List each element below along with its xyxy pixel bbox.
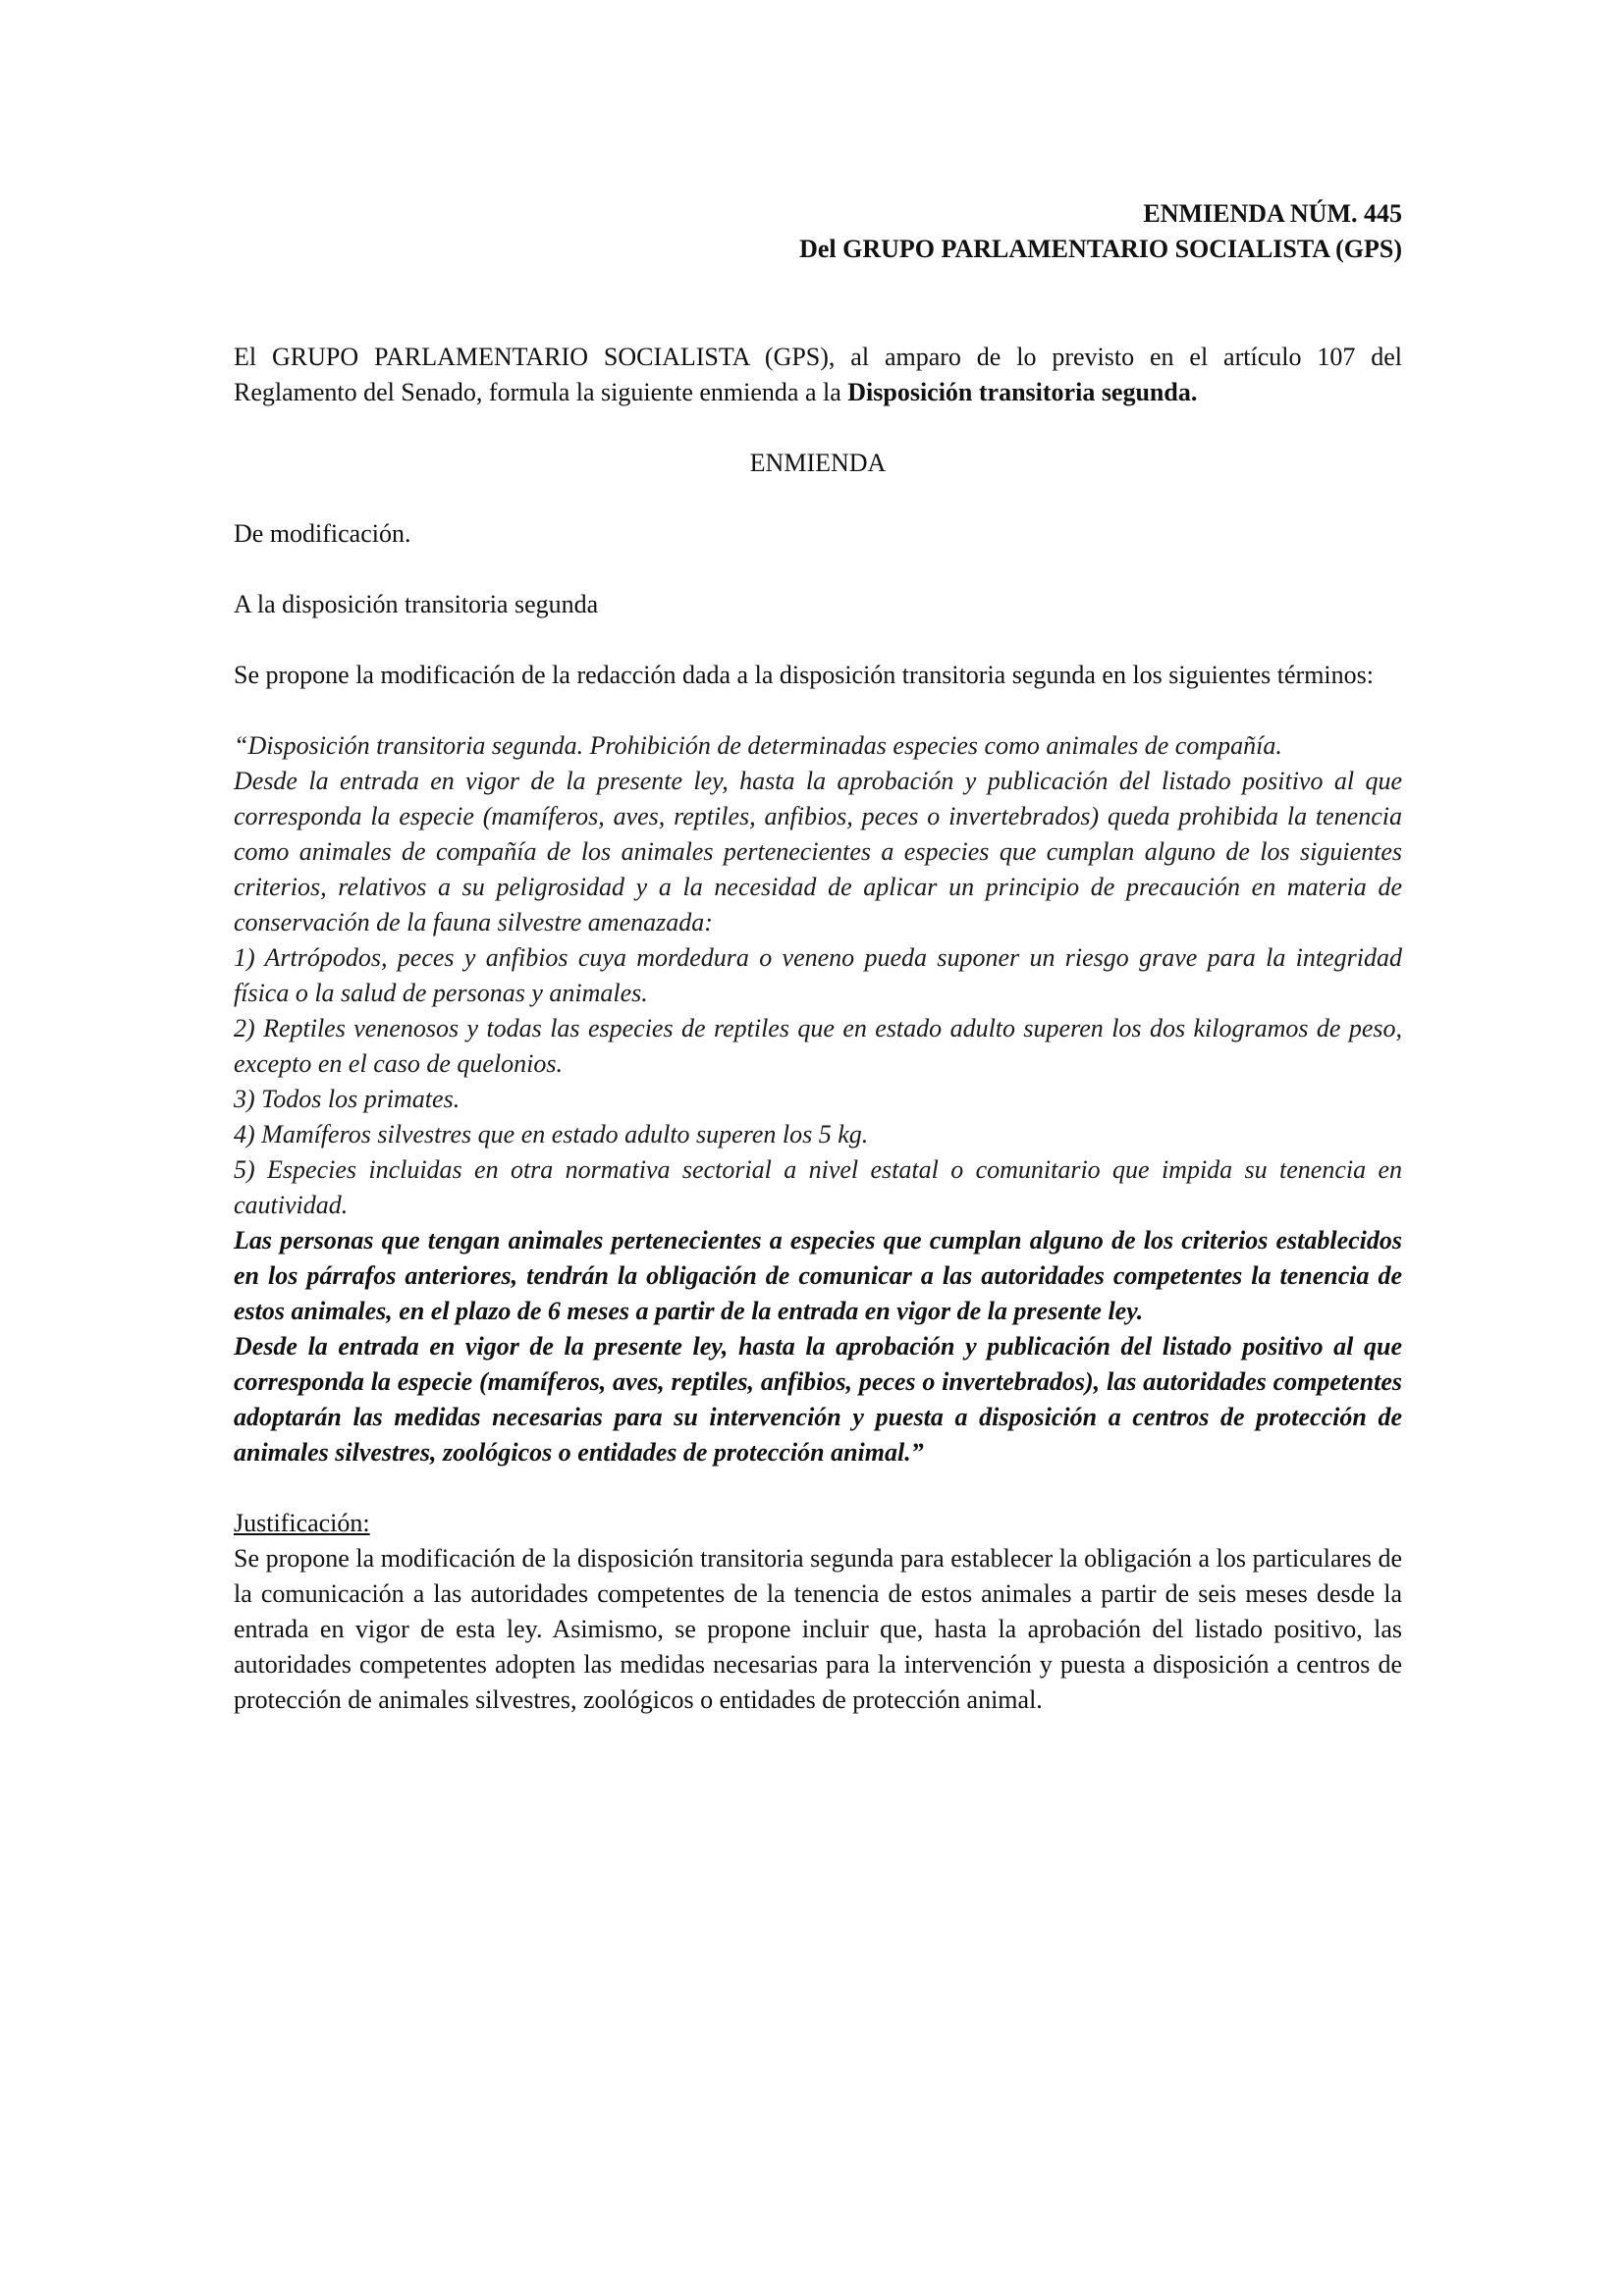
justification-section <box>234 1506 1402 1718</box>
intro-target: Disposición transitoria segunda. <box>847 378 1198 406</box>
amendment-type: De modificación. <box>234 519 411 548</box>
criterion-item: 3) Todos los primates. <box>234 1085 460 1113</box>
intro-text: El GRUPO PARLAMENTARIO SOCIALISTA (GPS), al amparo de lo previsto en el artículo 107 del Reglamento del Senado, formula la siguiente enmienda a la <box>234 343 1402 406</box>
justification-label: Justificación: <box>234 1509 370 1537</box>
amendment-target: A la disposición transitoria segunda <box>234 590 599 618</box>
quoted-heading: “Disposición transitoria segunda. Prohibición de determinadas especies como animales de compañía. <box>234 731 1282 760</box>
quoted-body: Desde la entrada en vigor de la presente ley, hasta la aprobación y publicación del listado positivo al que corresponda la especie (mamíferos, aves, reptiles, anfibios, peces o invertebrados) queda prohibida la tenencia como animales de compañía de los animales pertenecientes a especies que cumplan alguno de los siguientes criterios, relativos a su peligrosidad y a la necesidad de aplicar un principio de precaución en materia de conservación de la fauna silvestre amenazada: <box>234 767 1402 936</box>
added-paragraph: Desde la entrada en vigor de la presente ley, hasta la aprobación y publicación del listado positivo al que corresponda la especie (mamíferos, aves, reptiles, anfibios, peces o invertebrados), las autoridades competentes adoptarán las medidas necesarias para su intervención y puesta a disposición a centros de protección de animales silvestres, zoológicos o entidades de protección animal.” <box>234 1332 1402 1467</box>
criterion-item: 4) Mamíferos silvestres que en estado adulto superen los 5 kg. <box>234 1120 869 1148</box>
justification-text: Se propone la modificación de la disposición transitoria segunda para establecer la obligación a los particulares de la comunicación a las autoridades competentes de la tenencia de estos animales a partir de seis meses desde la entrada en vigor de esta ley. Asimismo, se propone incluir que, hasta la aprobación del listado positivo, las autoridades competentes adopten las medidas necesarias para la intervención y puesta a disposición a centros de protección de animales silvestres, zoológicos o entidades de protección animal. <box>234 1544 1402 1714</box>
section-title: ENMIENDA <box>749 449 887 477</box>
proposal-paragraph: Se propone la modificación de la redacción dada a la disposición transitoria segunda en los siguientes términos: <box>234 661 1374 689</box>
added-paragraph: Las personas que tengan animales pertenecientes a especies que cumplan alguno de los criterios establecidos en los párrafos anteriores, tendrán la obligación de comunicar a las autoridades competentes la tenencia de estos animales, en el plazo de 6 meses a partir de la entrada en vigor de la presente ley. <box>234 1226 1402 1325</box>
quoted-text <box>234 728 1402 1470</box>
criterion-item: 1) Artrópodos, peces y anfibios cuya mordedura o veneno pueda suponer un riesgo grave para la integridad física o la salud de personas y animales. <box>234 943 1402 1007</box>
amendment-number: ENMIENDA NÚM. 445 <box>1143 199 1402 228</box>
document-header <box>234 196 1402 267</box>
criterion-item: 2) Reptiles venenosos y todas las especies de reptiles que en estado adulto superen los dos kilogramos de peso, excepto en el caso de quelonios. <box>234 1014 1402 1078</box>
criterion-item: 5) Especies incluidas en otra normativa sectorial a nivel estatal o comunitario que impida su tenencia en cautividad. <box>234 1155 1402 1219</box>
document-page <box>234 196 1402 1718</box>
parliamentary-group: Del GRUPO PARLAMENTARIO SOCIALISTA (GPS) <box>799 235 1402 263</box>
intro-paragraph <box>234 340 1402 410</box>
